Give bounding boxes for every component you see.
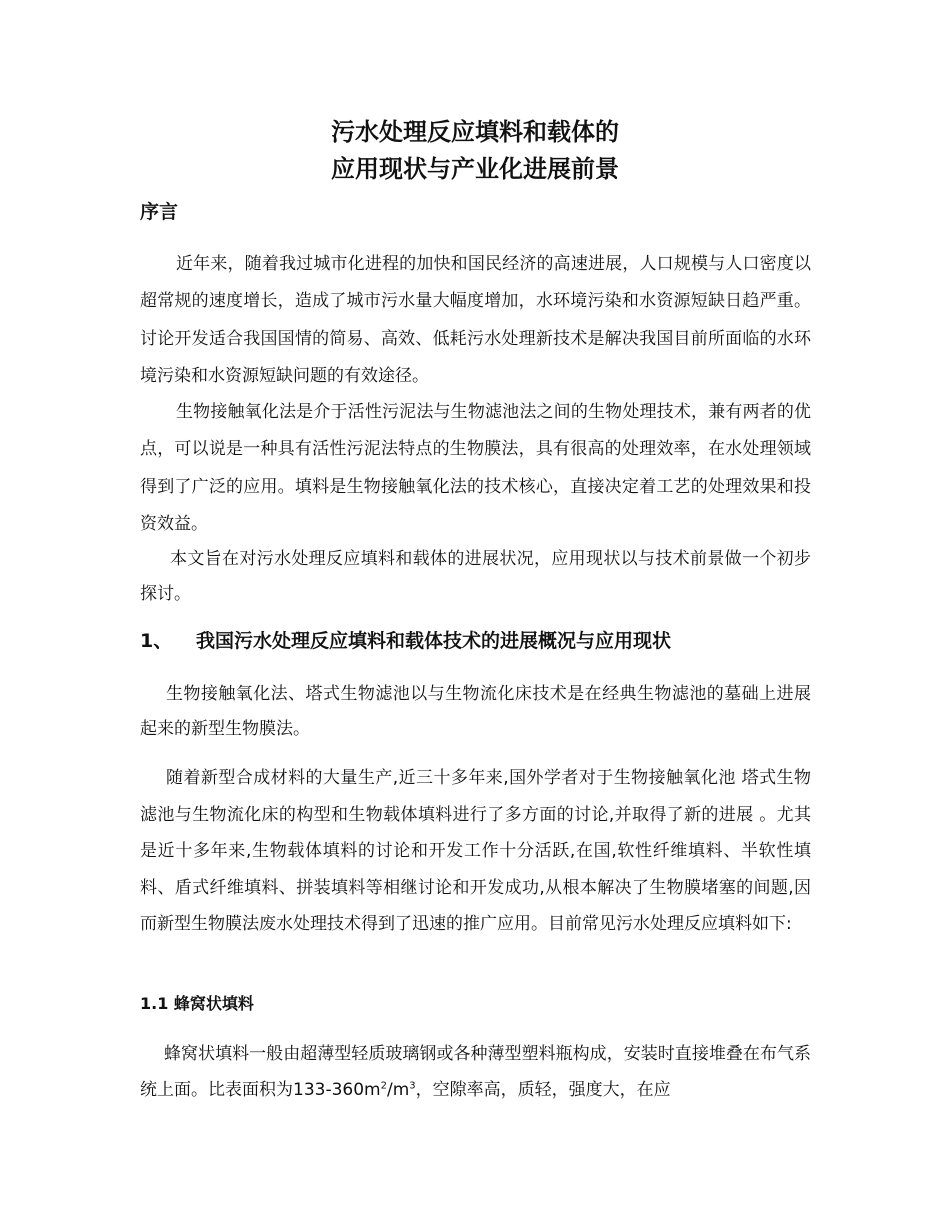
- superscript-2: 2: [380, 1080, 387, 1092]
- superscript-3: 3: [409, 1080, 416, 1092]
- document-title-line1: 污水处理反应填料和载体的: [331, 118, 619, 146]
- subsection-1-1-heading: 1.1 蜂窝状填料: [140, 994, 254, 1013]
- paragraph-honeycomb-filler: [140, 1036, 811, 1108]
- paragraph-new-biofilm-methods: 生物接触氧化法、塔式生物滤池以与生物流化床技术是在经典生物滤池的墓础上进展起来的新型生物膜法。: [140, 684, 811, 739]
- paragraph-purpose: 本文旨在对污水处理反应填料和载体的进展状况，应用现状以与技术前景做一个初步探讨。: [140, 549, 811, 604]
- honeycomb-text-end: ，空隙率高，质轻，强度大，在应: [415, 1080, 671, 1100]
- section-1-heading: [140, 626, 840, 656]
- paragraph-urbanization: 近年来，随着我过城市化进程的加快和国民经济的高速进展，人口规模与人口密度以超常规的速度增长，造成了城市污水量大幅度增加，水环境污染和水资源短缺日趋严重。讨论开发适合我国国情的简易、高效、低耗污水处理新技术是解决我国目前所面临的水环境污染和水资源短缺问题的有效途径。: [140, 254, 811, 386]
- paragraph-biocontact-oxidation: 生物接触氧化法是介于活性污泥法与生物滤池法之间的生物处理技术，兼有两者的优点，可以说是一种具有活性污泥法特点的生物膜法，具有很高的处理效率，在水处理领域得到了广泛的应用。填料是生物接触氧化法的技术核心，直接决定着工艺的处理效果和投资效益。: [140, 402, 811, 534]
- section-1-number: 1、: [140, 630, 173, 652]
- honeycomb-text-unit: /m: [386, 1080, 410, 1100]
- section-1-title: 我国污水处理反应填料和载体技术的进展概况与应用现状: [196, 630, 672, 652]
- document-title-line2: 应用现状与产业化进展前景: [331, 155, 619, 183]
- honeycomb-text-start: 蜂窝状填料一般由超薄型轻质玻璃钢或各种薄型塑料瓶构成，安装时直接堆叠在布气系统上面。比表面积为133-360m: [140, 1044, 811, 1100]
- preface-heading: 序言: [140, 201, 179, 223]
- paragraph-synthetic-materials: 随着新型合成材料的大量生产,近三十多年来,国外学者对于生物接触氧化池 塔式生物滤池与生物流化床的构型和生物载体填料进行了多方面的讨论,并取得了新的进展 。尤其是近十多年来,生物载体填料的讨论和开发工作十分活跃,在国,软性纤维填料、半软性填料、盾式纤维填料、拼装填料等相继讨论和开发成功,从根本解决了生物膜堵塞的间题,因而新型生物膜法废水处理技术得到了迅速的推广应用。目前常见污水处理反应填料如下:: [140, 768, 811, 935]
